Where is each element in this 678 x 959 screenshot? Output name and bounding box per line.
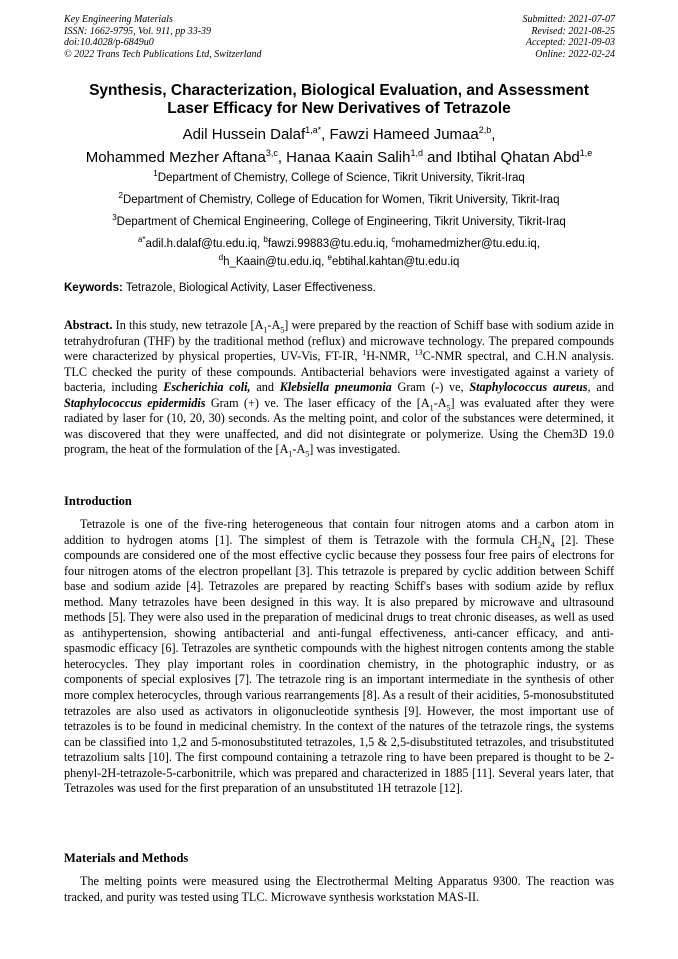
journal-info [64, 14, 262, 60]
revised-date: Revised: 2021-08-25 [531, 25, 615, 37]
introduction-heading: Introduction [64, 494, 132, 508]
methods-text: The melting points were measured using the Electrothermal Melting Apparatus 9300. The reaction was tracked, and purity was tested using TLC. Microwave synthesis workstation MAS-II. [64, 874, 614, 904]
author-affiliation-mark: 2,b [478, 125, 492, 135]
email-link[interactable]: adil.h.dalaf@tu.edu.iq [145, 237, 257, 250]
submitted-date: Submitted: 2021-07-07 [522, 14, 615, 25]
bacteria-name: Escherichia coli, [163, 380, 251, 395]
author-affiliation-mark: 1,a* [305, 125, 322, 135]
accepted-date: Accepted: 2021-09-03 [525, 37, 615, 49]
author-name: Adil Hussein Dalaf [182, 126, 306, 143]
author-list: Adil Hussein Dalaf$^{1,a*}$, Fawzi Hameed Jumaa$^{2,b}$, Mohammed Mezher Aftana$^{3,c}$, Hanaa Kaain Salih$^{1,d}$ and Ibtihal Qhatan Abd$^{1,e}$ [85, 125, 593, 166]
author-affiliation-mark: 3,c [265, 148, 278, 158]
email-link[interactable]: ebtihal.kahtan@tu.edu.iq [331, 255, 460, 268]
introduction-text: Tetrazole is one of the five-ring heterogeneous that contain four nitrogen atoms and a carbon atom in addition to hydrogen atoms [1]. The simplest of them is Tetrazole with the formula $CH_2N_4$ [2]. These compounds are considered one of the most effective cyclic because they possess four free pairs of electrons for four nitrogen atoms of the electron propellant [3]. This tetrazole is prepared by cyclic addition between Schiff base and sodium azide [4]. Tetrazoles are prepared by reacting Schiff's bases with sodium azide by reflux method. Many tetrazoles have been designed in this way. It is also prepared by microwave and ultrasound methods [5]. They were also used in the preparation of medicinal drugs to treat chronic diseases, as well as used as antihypertension, showing antibacterial and anti-fungal effectiveness, anti-cancer efficacy, and anti-spasmodic efficacy [6]. Tetrazoles are synthetic compounds with the highest nitrogen contents among the stable heterocycles. They play important roles in coordination chemistry, in the photographic industry, or as components of special explosives [7]. The tetrazole ring is an important intermediate in the synthesis of other more complex heterocycles, through various rearrangements [8]. As a result of their acidities, 5-monosubstituted tetrazoles are also used as activators in oligonucleotide synthesis [9]. However, the most important use of tetrazoles is to be found in medicinal chemistry. In the context of the natures of the tetrazole rings, the systems can be classified into 1,2 and 5-monosubstituted tetrazoles, 1,5 & 2,5-disubstituted tetrazoles, and trisubstituted tetrazolium salts [10]. The first compound containing a tetrazole ring to have been prepared is thought to be 2-phenyl-2H-tetrazole-5-carbonitrile, which was prepared and characterized in 1885 [11]. Several years later, that Tetrazoles was used for the first preparation of an unsubstituted 1H tetrazole [12]. [64, 517, 614, 796]
email-list: $^{a*}$adil.h.dalaf@tu.edu.iq, $^b$fawzi.99883@tu.edu.iq, $^c$mohamedmizher@tu.edu.iq, $^d$h_Kaain@tu.edu.iq, $^e$ebtihal.kahtan@tu.edu.iq [137, 235, 541, 268]
copyright: © 2022 Trans Tech Publications Ltd, Switzerland [64, 48, 262, 60]
keywords-text: Tetrazole, Biological Activity, Laser Effectiveness. [122, 282, 376, 294]
author-name: Hanaa Kaain Salih [286, 149, 411, 166]
affiliation-3: $^3$Department of Chemical Engineering, College of Engineering, Tikrit University, Tikrit-Iraq [112, 213, 566, 228]
author-name: Mohammed Mezher Aftana [85, 149, 266, 166]
publication-dates [523, 14, 616, 60]
affiliation-2: $^2$Department of Chemistry, College of Education for Women, Tikrit University, Tikrit-Iraq [118, 191, 560, 206]
bacteria-name: Staphylococcus aureus [469, 380, 588, 395]
author-affiliation-mark: 1,d [410, 148, 423, 158]
author-name: Fawzi Hameed Jumaa [329, 126, 479, 143]
bacteria-name: Staphylococcus epidermidis [64, 395, 206, 410]
affiliation-1: $^1$Department of Chemistry, College of Science, Tikrit University, Tikrit-Iraq [153, 169, 525, 184]
methods-heading: Materials and Methods [64, 851, 189, 865]
email-link[interactable]: mohamedmizher@tu.edu.iq [395, 237, 537, 250]
abstract-label: Abstract. [64, 318, 113, 332]
doi: doi:10.4028/p-6849u0 [64, 37, 154, 49]
title-line-2: Laser Efficacy for New Derivatives of Tetrazole [167, 100, 511, 117]
journal-name: Key Engineering Materials [64, 14, 173, 25]
abstract: Abstract. In this study, new tetrazole $[A_1-A_5]$ were prepared by the reaction of Schiff base with sodium azide in tetrahydrofuran (THF) by the traditional method (reflux) and microwave technology. The prepared compounds were characterized by physical properties, UV-Vis, FT-IR, $^1$H-NMR, $^{13}$C-NMR spectral, and C.H.N analysis. TLC checked the purity of these compounds. Antibacterial behaviors were investigated against a variety of bacteria, including Escherichia coli, and Klebsiella pneumonia Gram (-) ve, Staphylococcus aureus, and Staphylococcus epidermidis Gram (+) ve. The laser efficacy of the $[A_1-A_5]$ was evaluated after they were radiated by laser for (10, 20, 30) seconds. As the melting point, and color of the substances were determined, it was discovered that they were unaffected, and did not disintegrate or polymerize. Using the Chem3D 19.0 program, the heat of the formulation of the $[A_1-A_5]$ was investigated. [64, 318, 614, 459]
issn: ISSN: 1662-9795, Vol. 911, pp 33-39 [64, 25, 212, 37]
online-date: Online: 2022-02-24 [535, 48, 615, 60]
keywords-label: Keywords: [64, 282, 123, 294]
author-name: Ibtihal Qhatan Abd [456, 149, 580, 166]
author-affiliation-mark: 1,e [579, 148, 593, 158]
email-link[interactable]: fawzi.99883@tu.edu.iq [267, 237, 385, 250]
email-link[interactable]: h_Kaain@tu.edu.iq [223, 255, 322, 268]
paper-title [60, 82, 618, 118]
keywords [64, 281, 624, 295]
bacteria-name: Klebsiella pneumonia [279, 380, 392, 395]
title-line-1: Synthesis, Characterization, Biological Evaluation, and Assessment [89, 82, 589, 99]
